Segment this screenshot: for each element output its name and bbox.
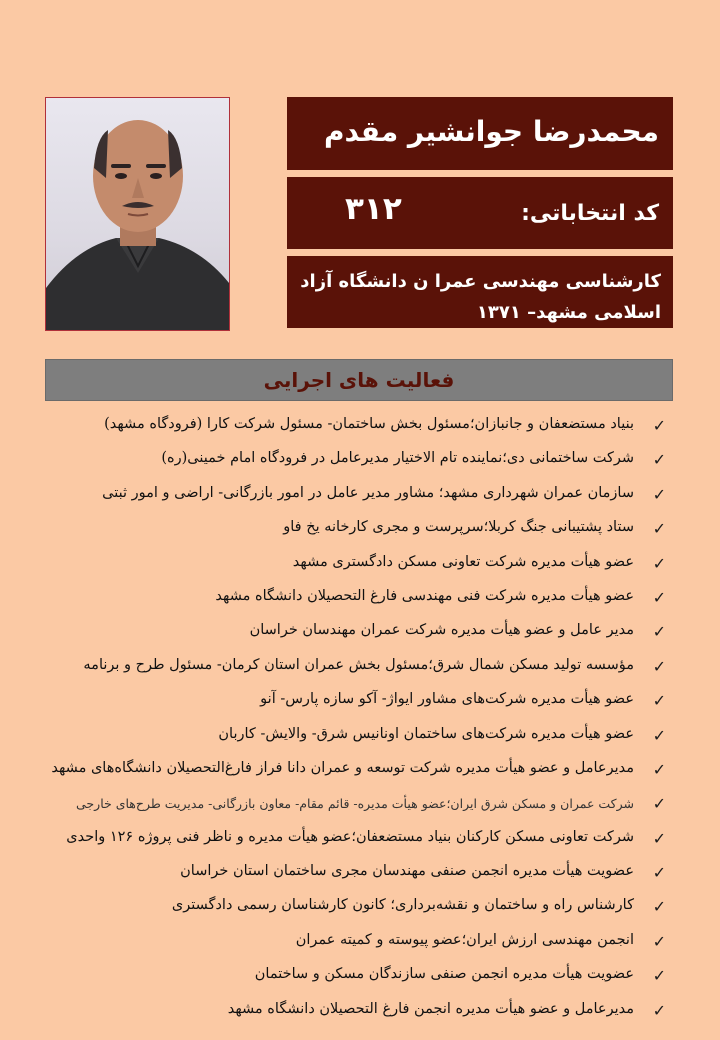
list-item (45, 995, 670, 1029)
list-item (45, 444, 670, 478)
check-icon: ✓ (652, 484, 666, 504)
check-icon: ✓ (652, 966, 666, 986)
education-text: کارشناسی مهندسی عمرا ن دانشگاه آزاد اسلامی مشهد– ۱۳۷۱ (300, 271, 661, 323)
check-icon: ✓ (652, 759, 666, 779)
activity-text: ستاد پشتیبانی جنگ کربلا؛سرپرست و مجری کارخانه یخ فاو (283, 519, 634, 536)
list-item (45, 823, 670, 857)
activity-text: مدیرعامل و عضو هیأت مدیره انجمن فارغ التحصیلان دانشگاه مشهد (227, 1000, 634, 1017)
executive-activities-header (45, 359, 673, 401)
activity-text: انجمن مهندسی ارزش ایران؛عضو پیوسته و کمیته عمران (295, 931, 634, 948)
check-icon: ✓ (652, 450, 666, 470)
activities-list (45, 410, 670, 1029)
list-item (45, 926, 670, 960)
activity-text: مدیرعامل و عضو هیأت مدیره شرکت توسعه و عمران دانا فراز فارغ‌التحصیلان دانشگاه‌های مشهد (51, 759, 634, 776)
candidate-photo (45, 97, 230, 331)
check-icon: ✓ (652, 416, 666, 435)
election-code-label: کد انتخاباتی: (521, 201, 659, 226)
activity-text: کارشناس راه و ساختمان و نقشه‌برداری؛ کانون کارشناسان رسمی دادگستری (171, 897, 634, 914)
section-title: فعالیت های اجرایی (263, 368, 455, 392)
check-icon: ✓ (652, 519, 666, 539)
list-item (45, 857, 670, 891)
list-item (45, 788, 670, 822)
list-item (45, 720, 670, 754)
list-item (45, 891, 670, 925)
list-item (45, 513, 670, 547)
activity-text: مؤسسه تولید مسکن شمال شرق؛مسئول بخش عمران استان کرمان- مسئول طرح و برنامه (83, 656, 634, 673)
check-icon: ✓ (652, 794, 666, 814)
candidate-name-box (287, 97, 673, 170)
activity-text: سازمان عمران شهرداری مشهد؛ مشاور مدیر عامل در امور بازرگانی- اراضی و امور ثبتی (102, 484, 634, 501)
list-item (45, 651, 670, 685)
check-icon: ✓ (652, 931, 666, 951)
activity-text: عضو هیأت مدیره شرکت‌های ساختمان اونانیس شرق- والایش- کاربان (218, 725, 634, 742)
check-icon: ✓ (652, 725, 666, 745)
list-item (45, 754, 670, 788)
election-code-value: ۳۱۲ (345, 191, 402, 227)
activity-text: عضو هیأت مدیره شرکت‌های مشاور ایواژ- آکو سازه پارس- آنو (260, 691, 634, 708)
portrait-illustration (46, 98, 229, 330)
list-item (45, 548, 670, 582)
check-icon: ✓ (652, 587, 666, 607)
check-icon: ✓ (652, 656, 666, 676)
activity-text: عضو هیأت مدیره شرکت فنی مهندسی فارغ التحصیلان دانشگاه مشهد (215, 587, 634, 604)
check-icon: ✓ (652, 863, 666, 883)
check-icon: ✓ (652, 691, 666, 711)
activity-text: عضویت هیأت مدیره انجمن صنفی سازندگان مسکن و ساختمان (254, 966, 634, 983)
list-item (45, 479, 670, 513)
check-icon: ✓ (652, 1000, 666, 1020)
election-code-box (287, 177, 673, 249)
activity-text: بنیاد مستضعفان و جانبازان؛مسئول بخش ساختمان- مسئول شرکت کارا (فرودگاه مشهد) (104, 416, 634, 432)
list-item (45, 410, 670, 444)
list-item (45, 616, 670, 650)
activity-text: عضویت هیأت مدیره انجمن صنفی مهندسان مجری ساختمان استان خراسان (180, 863, 634, 880)
candidate-name: محمدرضا جوانشیر مقدم (323, 115, 659, 148)
activity-text: مدیر عامل و عضو هیأت مدیره شرکت عمران مهندسان خراسان (249, 622, 634, 639)
activity-text: شرکت تعاونی مسکن کارکنان بنیاد مستضعفان؛عضو هیأت مدیره و ناظر فنی پروژه ۱۲۶ واحدی (66, 828, 634, 845)
check-icon: ✓ (652, 622, 666, 642)
check-icon: ✓ (652, 553, 666, 573)
check-icon: ✓ (652, 897, 666, 917)
activity-text: شرکت عمران و مسکن شرق ایران؛عضو هیأت مدیره- قائم مقام- معاون بازرگانی- مدیریت طرح‌های خارجی (76, 796, 634, 812)
check-icon: ✓ (652, 828, 666, 848)
activity-text: شرکت ساختمانی دی؛نماینده تام الاختیار مدیرعامل در فرودگاه امام خمینی(ره) (161, 450, 634, 467)
list-item (45, 685, 670, 719)
activity-text: عضو هیأت مدیره شرکت تعاونی مسکن دادگستری مشهد (292, 553, 634, 570)
list-item (45, 960, 670, 994)
education-box (287, 256, 673, 328)
list-item (45, 582, 670, 616)
